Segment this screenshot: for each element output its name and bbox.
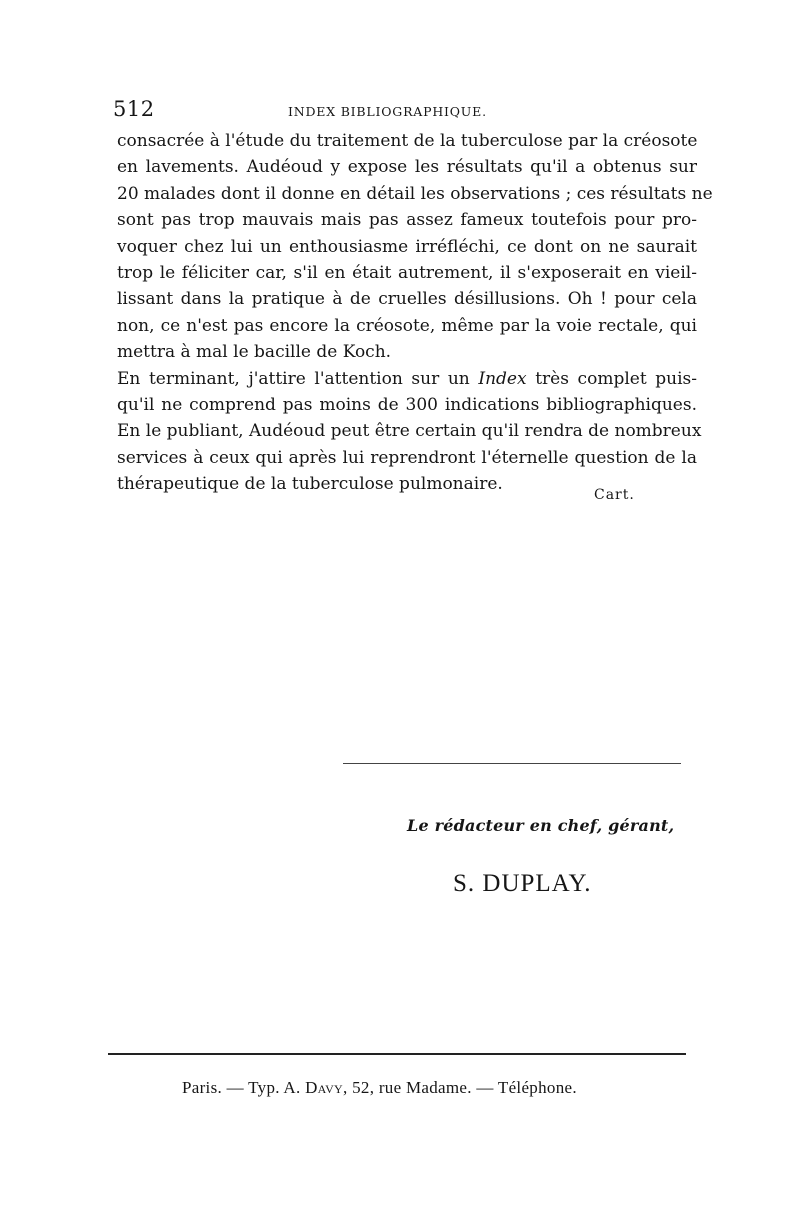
paragraph-2-text: très complet puis-: [526, 368, 698, 389]
paragraph-2-line: services à ceux qui après lui reprendront l'éternelle question de la: [117, 447, 697, 468]
paragraph-1-line: non, ce n'est pas encore la créosote, même par la voie rectale, qui: [117, 315, 697, 336]
body-text: [117, 128, 713, 498]
paragraph-2-first-line: [117, 366, 697, 392]
footer-rule: [108, 1053, 686, 1055]
paragraph-1-line: sont pas trop mauvais mais pas assez fameux toutefois pour pro-: [117, 210, 697, 231]
editor-name: S. DUPLAY.: [453, 870, 592, 897]
paragraph-2-line: En le publiant, Audéoud peut être certain qu'il rendra de nombreux: [117, 421, 702, 442]
printer-name: Davy: [305, 1078, 344, 1097]
paragraph-1-line: en lavements. Audéoud y expose les résultats qu'il a obtenus sur: [117, 157, 697, 178]
paragraph-1-line: trop le féliciter car, s'il en était autrement, il s'exposerait en vieil-: [117, 263, 697, 284]
page-number: 512: [113, 97, 155, 121]
paragraph-1-line: mettra à mal le bacille de Koch.: [117, 342, 392, 363]
printer-imprint: [182, 1078, 577, 1098]
imprint-text: Paris. — Typ. A.: [182, 1078, 306, 1097]
running-head: INDEX BIBLIOGRAPHIQUE.: [288, 104, 487, 119]
imprint-text: , 52, rue Madame. — Téléphone.: [343, 1078, 577, 1097]
divider-rule: [343, 763, 681, 764]
paragraph-1-line: voquer chez lui un enthousiasme irréfléchi, ce dont on ne saurait: [117, 236, 697, 257]
author-signature: Cart.: [594, 487, 635, 503]
paragraph-1-line: lissant dans la pratique à de cruelles désillusions. Oh ! pour cela: [117, 289, 697, 310]
index-italic: Index: [478, 368, 527, 389]
paragraph-2-line: thérapeutique de la tuberculose pulmonaire.: [117, 474, 503, 495]
paragraph-1-line: consacrée à l'étude du traitement de la tuberculose par la créosote: [117, 131, 698, 151]
paragraph-2-line: qu'il ne comprend pas moins de 300 indications bibliographiques.: [117, 395, 697, 416]
editor-title: Le rédacteur en chef, gérant,: [407, 816, 675, 835]
paragraph-2-text: En terminant, j'attire l'attention sur un: [117, 368, 479, 389]
paragraph-1-line: 20 malades dont il donne en détail les observations ; ces résultats ne: [117, 183, 713, 204]
